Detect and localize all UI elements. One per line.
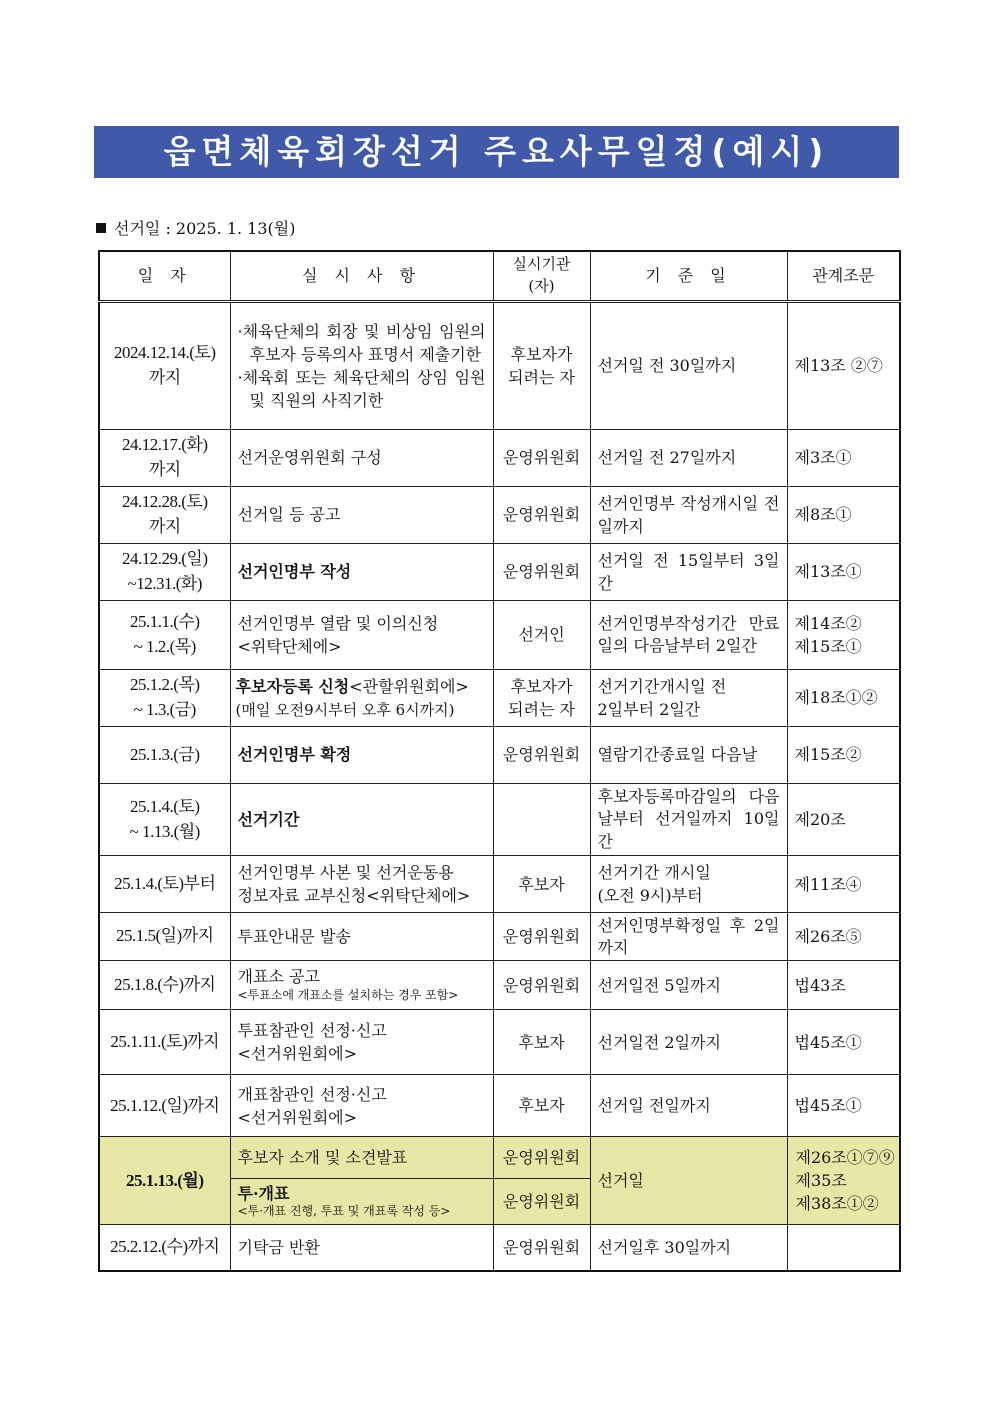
row-agency: 선거인: [493, 601, 590, 670]
table-row: [99, 601, 900, 670]
row-law: 제14조② 제15조①: [787, 601, 900, 670]
row-task: 후보자 소개 및 소견발표: [230, 1137, 493, 1179]
election-day-line: [96, 216, 295, 239]
row-agency: 운영위원회: [493, 487, 590, 544]
row-basis: 선거일전 5일까지: [590, 961, 787, 1010]
row-date: 24.12.17.(화) 까지: [99, 430, 230, 487]
table-row: [99, 1225, 900, 1271]
row-date: 25.1.12.(일)까지: [99, 1075, 230, 1137]
row-task: 선거인명부 열람 및 이의신청 <위탁단체에>: [230, 601, 493, 670]
row-law: 법45조①: [787, 1075, 900, 1137]
header-basis: 기 준 일: [590, 251, 787, 302]
row-basis: 선거일 전일까지: [590, 1075, 787, 1137]
table-header-row: [99, 251, 900, 302]
table-row: [99, 784, 900, 856]
row-agency: 후보자: [493, 1010, 590, 1075]
row-basis: 선거기간개시일 전 2일부터 2일간: [590, 670, 787, 727]
row-law: 제15조②: [787, 727, 900, 784]
row-agency-2: 운영위원회: [493, 1179, 590, 1225]
row-basis: 선거일전 2일까지: [590, 1010, 787, 1075]
task-bullet: ·체육단체의 회장 및 비상임 임원의 후보자 등록의사 표명서 제출기한: [237, 321, 486, 364]
row-law: 제11조④: [787, 856, 900, 913]
row-basis: 선거일: [590, 1137, 787, 1225]
row-basis: 열람기간종료일 다음날: [590, 727, 787, 784]
row-basis: 선거기간 개시일 (오전 9시)부터: [590, 856, 787, 913]
row-agency: 운영위원회: [493, 1137, 590, 1179]
row-law: 제18조①②: [787, 670, 900, 727]
header-task: 실 시 사 항: [230, 251, 493, 302]
row-date: 25.1.13.(월): [99, 1137, 230, 1225]
row-date: 25.1.8.(수)까지: [99, 961, 230, 1010]
row-date: 25.1.11.(토)까지: [99, 1010, 230, 1075]
table-row: [99, 727, 900, 784]
square-bullet-icon: [96, 223, 106, 233]
table-row: [99, 1075, 900, 1137]
row-law: 제3조①: [787, 430, 900, 487]
row-task: 개표참관인 선정·신고 <선거위원회에>: [230, 1075, 493, 1137]
row-date: 2024.12.14.(토) 까지: [99, 302, 230, 430]
task-bullet: ·체육회 또는 체육단체의 상임 임원 및 직원의 사직기한: [237, 368, 486, 411]
header-agency: 실시기관(자): [493, 251, 590, 302]
table-row-election-day: [99, 1137, 900, 1179]
table-row: [99, 913, 900, 961]
row-task: 선거인명부 확정: [230, 727, 493, 784]
row-date: 25.2.12.(수)까지: [99, 1225, 230, 1271]
row-law: [787, 1225, 900, 1271]
row-law: 제8조①: [787, 487, 900, 544]
row-law: 법45조①: [787, 1010, 900, 1075]
row-agency: 후보자가 되려는 자: [493, 670, 590, 727]
row-task-2: 투·개표 <투·개표 진행, 투표 및 개표록 작성 등>: [230, 1179, 493, 1225]
row-agency: 후보자: [493, 856, 590, 913]
row-agency: [493, 784, 590, 856]
schedule-table: [98, 250, 901, 1272]
table-row: [99, 856, 900, 913]
row-basis: 선거일후 30일까지: [590, 1225, 787, 1271]
row-date: 25.1.4.(토) ~ 1.13.(월): [99, 784, 230, 856]
election-day-text: 선거일 : 2025. 1. 13(월): [114, 219, 296, 238]
row-basis: 선거인명부작성기간 만료일의 다음날부터 2일간: [590, 601, 787, 670]
table-row: [99, 670, 900, 727]
table-row: [99, 544, 900, 601]
row-task: 개표소 공고 <투표소에 개표소를 설치하는 경우 포함>: [230, 961, 493, 1010]
row-basis: 선거인명부확정일 후 2일까지: [590, 913, 787, 961]
row-task: 후보자등록 신청<관할위원회에> (매일 오전9시부터 오후 6시까지): [230, 670, 493, 727]
row-task: [230, 302, 493, 430]
row-law: 제26조⑤: [787, 913, 900, 961]
row-agency: 운영위원회: [493, 544, 590, 601]
row-task: 선거운영위원회 구성: [230, 430, 493, 487]
header-law: 관계조문: [787, 251, 900, 302]
row-task: 선거일 등 공고: [230, 487, 493, 544]
table-row: [99, 1010, 900, 1075]
row-agency: 운영위원회: [493, 961, 590, 1010]
row-basis: 후보자등록마감일의 다음 날부터 선거일까지 10일간: [590, 784, 787, 856]
page-title: 읍면체육회장선거 주요사무일정(예시): [94, 126, 899, 178]
table-row: [99, 487, 900, 544]
row-date: 24.12.28.(토) 까지: [99, 487, 230, 544]
row-date: 25.1.4.(토)부터: [99, 856, 230, 913]
row-task: 기탁금 반환: [230, 1225, 493, 1271]
row-date: 25.1.1.(수) ~ 1.2.(목): [99, 601, 230, 670]
table-row: [99, 430, 900, 487]
row-date: 25.1.5(일)까지: [99, 913, 230, 961]
row-task: 투표안내문 발송: [230, 913, 493, 961]
table-row: [99, 302, 900, 430]
row-agency: 운영위원회: [493, 1225, 590, 1271]
row-date: 24.12.29.(일) ~12.31.(화): [99, 544, 230, 601]
row-basis: 선거인명부 작성개시일 전일까지: [590, 487, 787, 544]
row-basis: 선거일 전 15일부터 3일간: [590, 544, 787, 601]
row-law: 제13조①: [787, 544, 900, 601]
row-date: 25.1.2.(목) ~ 1.3.(금): [99, 670, 230, 727]
row-agency: 운영위원회: [493, 727, 590, 784]
row-law: 법43조: [787, 961, 900, 1010]
row-task: 선거기간: [230, 784, 493, 856]
row-agency: 운영위원회: [493, 913, 590, 961]
row-law: 제26조①⑦⑨ 제35조 제38조①②: [787, 1137, 900, 1225]
row-law: 제20조: [787, 784, 900, 856]
row-agency: 후보자: [493, 1075, 590, 1137]
row-task: 선거인명부 작성: [230, 544, 493, 601]
row-date: 25.1.3.(금): [99, 727, 230, 784]
row-agency: 후보자가 되려는 자: [493, 302, 590, 430]
header-date: 일 자: [99, 251, 230, 302]
row-task: 선거인명부 사본 및 선거운동용 정보자료 교부신청<위탁단체에>: [230, 856, 493, 913]
row-basis: 선거일 전 27일까지: [590, 430, 787, 487]
row-agency: 운영위원회: [493, 430, 590, 487]
row-task: 투표참관인 선정·신고 <선거위원회에>: [230, 1010, 493, 1075]
row-basis: 선거일 전 30일까지: [590, 302, 787, 430]
row-law: 제13조 ②⑦: [787, 302, 900, 430]
table-row: [99, 961, 900, 1010]
